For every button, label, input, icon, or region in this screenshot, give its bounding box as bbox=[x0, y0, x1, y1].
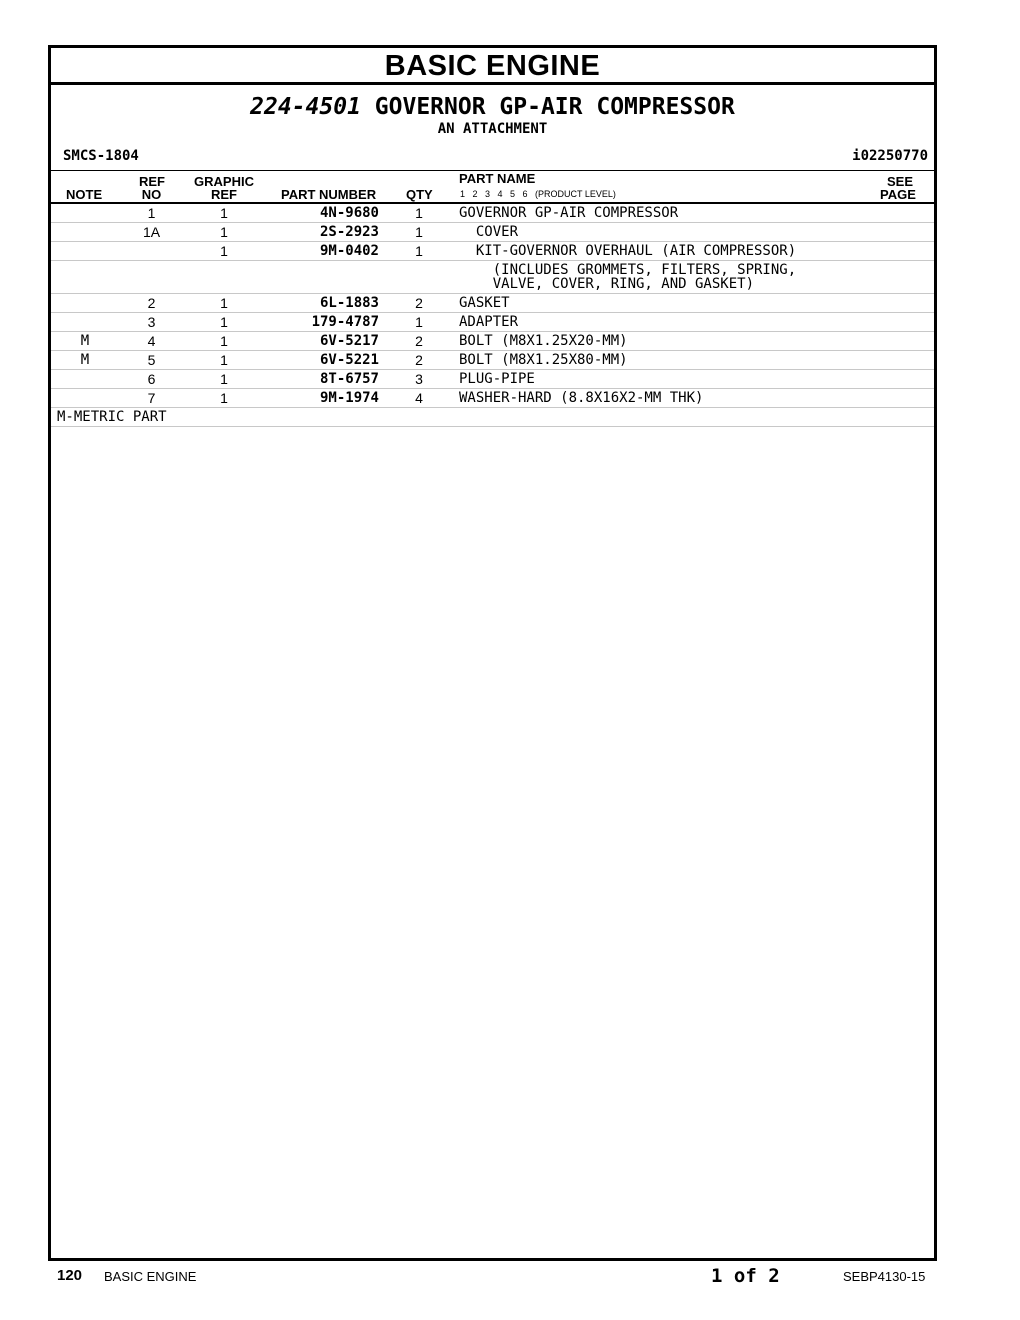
qty-cell: 1 bbox=[415, 224, 423, 240]
part-number-cell: 6V-5217 bbox=[319, 333, 379, 349]
qty-cell: 1 bbox=[415, 314, 423, 330]
header-part-number: PART NUMBER bbox=[281, 187, 377, 202]
graphic-ref-cell: 1 bbox=[220, 243, 228, 259]
part-name-cell: ADAPTER bbox=[459, 314, 519, 330]
header-part-name: PART NAME bbox=[459, 171, 536, 186]
part-number-cell: 6L-1883 bbox=[319, 295, 379, 311]
table-row bbox=[51, 294, 934, 313]
part-name-cell: COVER bbox=[459, 224, 519, 240]
qty-cell: 2 bbox=[415, 295, 423, 311]
page-frame bbox=[48, 45, 937, 1261]
ref-cell: 1A bbox=[142, 224, 161, 240]
illustration-id: i02250770 bbox=[852, 148, 928, 164]
group-subtitle: AN ATTACHMENT bbox=[437, 121, 548, 137]
ref-cell: 7 bbox=[147, 390, 156, 406]
footnote: M-METRIC PART bbox=[57, 409, 167, 425]
qty-cell: 4 bbox=[415, 390, 423, 406]
qty-cell: 3 bbox=[415, 371, 423, 387]
note-cell: M bbox=[80, 333, 90, 349]
graphic-ref-cell: 1 bbox=[220, 371, 228, 387]
part-name-cell: BOLT (M8X1.25X80-MM) bbox=[459, 352, 628, 368]
part-name-cell: GASKET bbox=[459, 295, 510, 311]
parts-table bbox=[51, 204, 934, 427]
ref-cell: 4 bbox=[147, 333, 156, 349]
header-qty: QTY bbox=[406, 187, 433, 202]
part-number-cell: 179-4787 bbox=[311, 314, 379, 330]
graphic-ref-cell: 1 bbox=[220, 390, 228, 406]
ref-cell: 2 bbox=[147, 295, 156, 311]
graphic-ref-cell: 1 bbox=[220, 333, 228, 349]
header-gref-bottom: REF bbox=[211, 187, 237, 202]
table-row bbox=[51, 389, 934, 408]
qty-cell: 1 bbox=[415, 243, 423, 259]
part-name-cell: KIT-GOVERNOR OVERHAUL (AIR COMPRESSOR) bbox=[459, 243, 797, 259]
table-row bbox=[51, 370, 934, 389]
qty-cell: 2 bbox=[415, 352, 423, 368]
table-row bbox=[51, 204, 934, 223]
ref-cell: 3 bbox=[147, 314, 156, 330]
part-name-cell: PLUG-PIPE bbox=[459, 371, 535, 387]
table-row bbox=[51, 223, 934, 242]
graphic-ref-cell: 1 bbox=[220, 205, 228, 221]
header-ref-top: REF bbox=[139, 174, 165, 189]
page-footer bbox=[0, 1265, 1020, 1289]
header-see-top: SEE bbox=[887, 174, 914, 189]
graphic-ref-cell: 1 bbox=[220, 314, 228, 330]
header-note: NOTE bbox=[66, 187, 103, 202]
header-see-bottom: PAGE bbox=[880, 187, 916, 202]
part-name-cell: BOLT (M8X1.25X20-MM) bbox=[459, 333, 628, 349]
page-number: 120 bbox=[57, 1267, 83, 1284]
part-name-cell: GOVERNOR GP-AIR COMPRESSOR bbox=[459, 205, 679, 221]
table-row bbox=[51, 351, 934, 370]
note-cell: M bbox=[80, 352, 90, 368]
qty-cell: 1 bbox=[415, 205, 423, 221]
table-header bbox=[51, 170, 934, 204]
table-row bbox=[51, 261, 934, 294]
part-name-continuation: VALVE, COVER, RING, AND GASKET) bbox=[459, 276, 755, 292]
table-row bbox=[51, 242, 934, 261]
graphic-ref-cell: 1 bbox=[220, 224, 228, 240]
footnote-row bbox=[51, 408, 934, 427]
section-title: BASIC ENGINE bbox=[51, 48, 934, 85]
ref-cell: 1 bbox=[147, 205, 156, 221]
group-name: GOVERNOR GP-AIR COMPRESSOR bbox=[374, 94, 735, 120]
qty-cell: 2 bbox=[415, 333, 423, 349]
graphic-ref-cell: 1 bbox=[220, 295, 228, 311]
table-row bbox=[51, 332, 934, 351]
part-number-cell: 9M-1974 bbox=[319, 390, 379, 406]
part-number-cell: 6V-5221 bbox=[319, 352, 379, 368]
smcs-code: SMCS-1804 bbox=[63, 148, 139, 164]
part-number-cell: 4N-9680 bbox=[319, 205, 379, 221]
table-row bbox=[51, 313, 934, 332]
document-number: SEBP4130-15 bbox=[843, 1269, 926, 1284]
group-title bbox=[51, 93, 934, 121]
graphic-ref-cell: 1 bbox=[220, 352, 228, 368]
group-number: 224-4501 bbox=[250, 94, 361, 120]
group-meta bbox=[51, 146, 934, 166]
footer-section: BASIC ENGINE bbox=[104, 1269, 197, 1284]
header-ref-bottom: NO bbox=[141, 187, 162, 202]
part-number-cell: 2S-2923 bbox=[319, 224, 379, 240]
sheet-indicator: 1 of 2 bbox=[711, 1265, 780, 1287]
ref-cell: 5 bbox=[147, 352, 156, 368]
header-gref-top: GRAPHIC bbox=[194, 174, 254, 189]
part-number-cell: 9M-0402 bbox=[319, 243, 379, 259]
part-name-cell: WASHER-HARD (8.8X16X2-MM THK) bbox=[459, 390, 704, 406]
part-name-cell: (INCLUDES GROMMETS, FILTERS, SPRING, bbox=[459, 262, 797, 278]
header-product-levels: 1 2 3 4 5 6 (PRODUCT LEVEL) bbox=[460, 189, 616, 199]
part-number-cell: 8T-6757 bbox=[319, 371, 379, 387]
ref-cell: 6 bbox=[147, 371, 156, 387]
